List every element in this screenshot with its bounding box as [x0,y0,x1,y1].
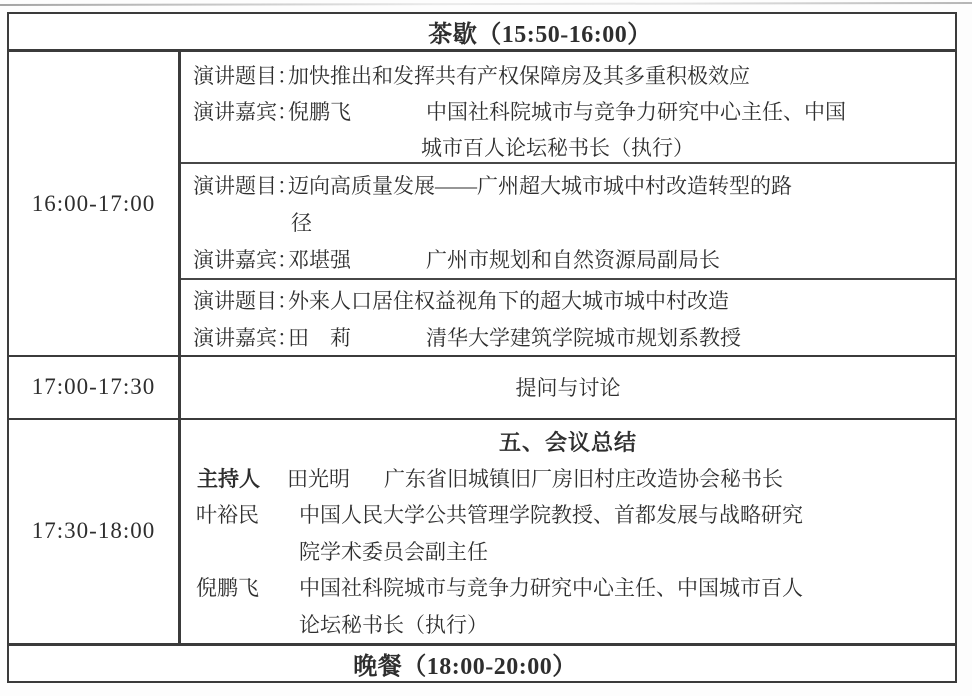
summary-heading: 五、会议总结 [498,429,637,455]
talk3-title-line [181,283,955,320]
talk3-speaker-name: 田 莉 [288,326,351,350]
session-time-cell [9,52,181,355]
talk1-speaker-label: 演讲嘉宾： [193,100,298,124]
talk2-affiliation: 广州市规划和自然资源局副局长 [426,248,720,272]
summary-speaker1-line [181,497,955,534]
summary-speaker1-affiliation1: 中国人民大学公共管理学院教授、首都发展与战略研究 [299,503,803,527]
talk1-speaker-name: 倪鹏飞 [288,100,351,124]
tea-break-text: 茶歇（15:50-16:00） [428,22,652,48]
talk3-speaker-label: 演讲嘉宾： [193,326,298,350]
talk1-affiliation-line2: 城市百人论坛秘书长（执行） [421,136,694,160]
summary-speaker2-affiliation2: 论坛秘书长（执行） [299,612,488,637]
moderator-name: 田光明 [287,466,350,491]
talk3-title: 外来人口居住权益视角下的超大城市城中村改造 [288,289,729,313]
talk1-title-line [181,58,955,94]
talk1-title: 加快推出和发挥共有产权保障房及其多重积极效应 [288,64,750,88]
summary-speaker2-line [181,570,955,607]
talk1-speaker-line [181,94,955,130]
talk2-speaker-label: 演讲嘉宾： [193,248,298,272]
qa-content-cell [181,357,955,418]
dinner-row [9,646,955,681]
talk-block-2 [181,164,955,280]
talk3-speaker-line [181,320,955,357]
talk1-title-label: 演讲题目： [193,64,298,88]
talk2-title-part1: 迈向高质量发展——广州超大城市城中村改造转型的路 [288,174,792,198]
talk3-title-label: 演讲题目： [193,289,298,313]
talk2-speaker-line [181,242,955,279]
talk-block-1 [181,52,955,164]
summary-speaker2-name: 倪鹏飞 [196,576,259,600]
talk3-affiliation: 清华大学建筑学院城市规划系教授 [426,326,741,350]
summary-speaker2-affiliation1: 中国社科院城市与竞争力研究中心主任、中国城市百人 [299,576,803,600]
talk2-title-label: 演讲题目： [193,174,298,198]
session-content-cell [181,52,955,355]
moderator-affiliation: 广东省旧城镇旧厂房旧村庄改造协会秘书长 [384,466,783,491]
session-time: 16:00-17:00 [31,190,156,216]
moderator-label: 主持人 [197,466,260,491]
agenda-table [7,12,957,683]
talk-block-3 [181,280,955,357]
moderator-line [181,461,955,498]
scan-artifact-line [0,2,972,6]
summary-content-cell [181,420,955,644]
tea-break-row [9,14,955,52]
summary-time: 17:30-18:00 [31,518,156,544]
qa-time: 17:00-17:30 [31,374,156,400]
summary-time-cell [9,420,181,644]
summary-row [9,420,955,647]
dinner-text: 晚餐（18:00-20:00） [353,654,577,680]
talk2-title-line2: 径 [291,211,312,235]
talk2-title-line1 [181,168,955,205]
qa-row [9,357,955,420]
summary-speaker1-name: 叶裕民 [196,503,259,527]
session-row [9,52,955,357]
talk2-speaker-name: 邓堪强 [288,248,351,272]
summary-speaker1-affiliation2: 院学术委员会副主任 [299,539,488,564]
qa-time-cell [9,357,181,418]
qa-text: 提问与讨论 [515,376,621,401]
talk1-affiliation-line1: 中国社科院城市与竞争力研究中心主任、中国 [426,100,846,124]
